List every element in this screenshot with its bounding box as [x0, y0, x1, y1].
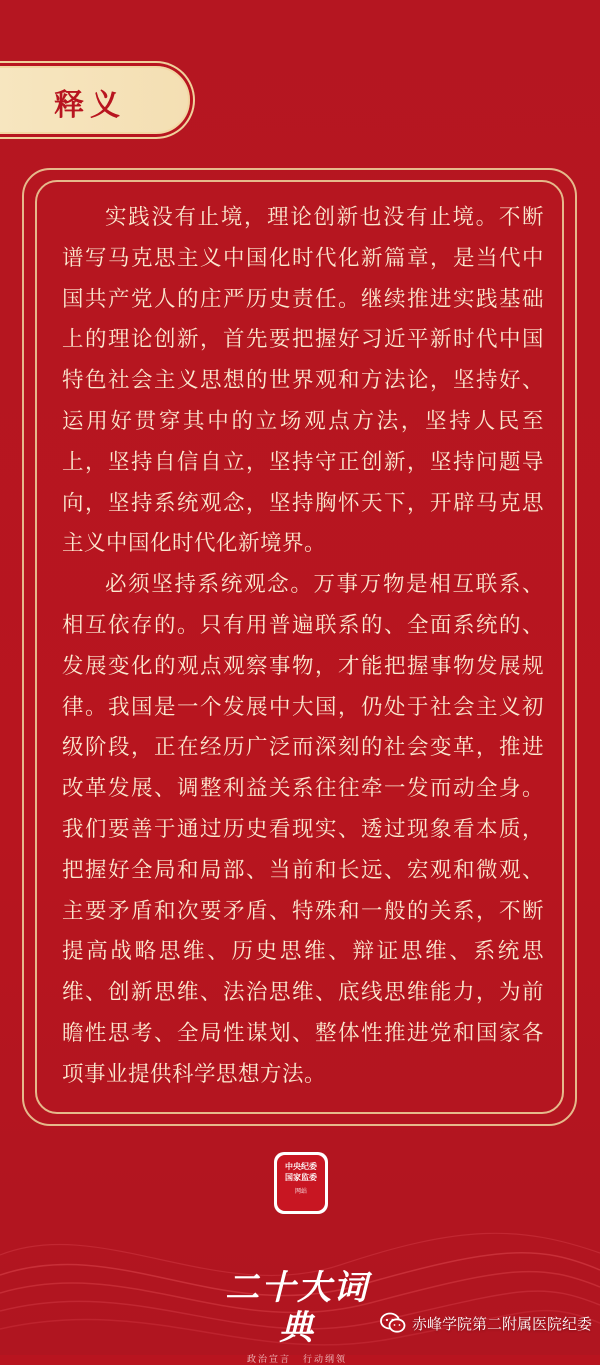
badge-line-3: 网站: [294, 1188, 307, 1195]
source-watermark: [380, 1312, 592, 1334]
paragraph-1: 实践没有止境，理论创新也没有止境。不断谱写马克思主义中国化时代化新篇章，是当代中国共产党人的庄严历史责任。继续推进实践基础上的理论创新，首先要把握好习近平新时代中国特色社会主义思想的世界观和方法论，坚持好、运用好贯穿其中的立场观点方法，坚持人民至上，坚持自信自立，坚持守正创新，坚持问题导向，坚持系统观念，坚持胸怀天下，开辟马克思主义中国化时代化新境界。: [62, 205, 544, 557]
source-name: 赤峰学院第二附属医院纪委: [411, 1314, 592, 1333]
brand-block: [222, 1268, 372, 1365]
section-tab: [0, 66, 190, 134]
section-title: 释义: [54, 88, 126, 123]
ccdi-logo: [277, 1155, 325, 1211]
ccdi-logo-badge[interactable]: [274, 1152, 328, 1214]
badge-line-1: 中央纪委: [285, 1161, 317, 1171]
brand-tagline: [222, 1352, 372, 1365]
brand-title: 二十大词典: [225, 1268, 369, 1348]
tagline-left: 政治宣言: [246, 1355, 291, 1365]
paragraph-2: 必须坚持系统观念。万事万物是相互联系、相互依存的。只有用普遍联系的、全面系统的、发展变化的观点观察事物，才能把握事物发展规律。我国是一个发展中大国，仍处于社会主义初级阶段，正在经历广泛而深刻的社会变革，推进改革发展、调整利益关系往往牵一发而动全身。我们要善于通过历史看现实、透过现象看本质，把握好全局和局部、当前和长远、宏观和微观、主要矛盾和次要矛盾、特殊和一般的关系，不断提高战略思维、历史思维、辩证思维、系统思维、创新思维、法治思维、底线思维能力，为前瞻性思考、全局性谋划、整体性推进党和国家各项事业提供科学思想方法。: [62, 572, 544, 1087]
wechat-icon: [380, 1312, 406, 1334]
badge-line-2: 国家监委: [285, 1172, 317, 1182]
article-body: [62, 198, 544, 1096]
tagline-right: 行动纲领: [303, 1355, 348, 1365]
